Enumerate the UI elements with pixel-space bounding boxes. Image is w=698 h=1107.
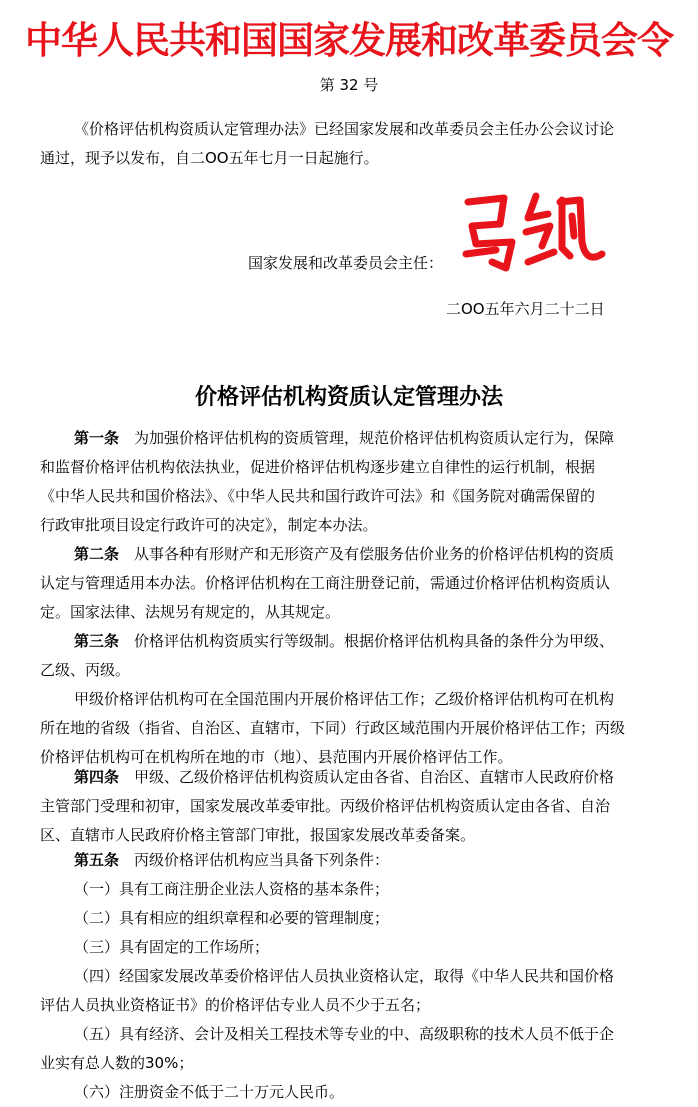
article-line: 所在地的省级（指省、自治区、直辖市，下同）行政区域范围内开展价格评估工作；丙级 (40, 719, 626, 737)
article-5 (40, 846, 654, 1107)
list-item: （三）具有固定的工作场所； (74, 938, 270, 956)
article-line (40, 763, 654, 792)
article-1 (40, 424, 654, 540)
article-text: 从事各种有形财产和无形资产及有偿服务估价业务的价格评估机构的资质 (134, 545, 615, 563)
list-item: （二）具有相应的组织章程和必要的管理制度； (74, 909, 390, 927)
article-line (40, 627, 654, 656)
article-line: 乙级、丙级。 (40, 661, 131, 679)
article-label: 第五条 (74, 851, 120, 869)
article-2 (40, 540, 654, 627)
preamble (40, 115, 654, 173)
article-line: 《中华人民共和国价格法》、《中华人民共和国行政许可法》和《国务院对确需保留的 (40, 487, 596, 505)
article-text: 丙级价格评估机构应当具备下列条件： (134, 851, 390, 869)
article-text: 为加强价格评估机构的资质管理，规范价格评估机构资质认定行为，保障 (134, 429, 615, 447)
article-line (40, 846, 654, 875)
article-line: 甲级价格评估机构可在全国范围内开展价格评估工作；乙级价格评估机构可在机构 (74, 690, 615, 708)
list-item-continued: 评估人员执业资格证书》的价格评估专业人员不少于五名； (40, 996, 431, 1014)
signing-date: 二OO五年六月二十二日 (446, 300, 605, 318)
article-label: 第四条 (74, 768, 120, 786)
handwritten-signature (456, 184, 606, 274)
article-label: 第一条 (74, 429, 120, 447)
list-item: （四）经国家发展改革委价格评估人员执业资格认定，取得《中华人民共和国价格 (74, 967, 615, 985)
preamble-line: 通过，现予以发布，自二OO五年七月一日起施行。 (40, 149, 379, 167)
list-item: （一）具有工商注册企业法人资格的基本条件； (74, 880, 390, 898)
signer-label: 国家发展和改革委员会主任： (248, 254, 444, 272)
list-item-continued: 业实有总人数的30%； (40, 1054, 194, 1072)
article-text: 甲级、乙级价格评估机构资质认定由各省、自治区、直辖市人民政府价格 (134, 768, 615, 786)
article-line: 行政审批项目设定行政许可的决定》，制定本办法。 (40, 516, 378, 534)
article-text: 价格评估机构资质实行等级制。根据价格评估机构具备的条件分为甲级、 (134, 632, 615, 650)
article-line: 区、直辖市人民政府价格主管部门审批，报国家发展改革委备案。 (40, 826, 476, 844)
preamble-line: 《价格评估机构资质认定管理办法》已经国家发展和改革委员会主任办公会议讨论 (74, 120, 615, 138)
article-line: 认定与管理适用本办法。价格评估机构在工商注册登记前，需通过价格评估机构资质认 (40, 574, 611, 592)
article-line: 主管部门受理和初审，国家发展改革委审批。丙级价格评估机构资质认定由各省、自治 (40, 797, 611, 815)
decree-title: 中华人民共和国国家发展和改革委员会令 (25, 18, 673, 62)
decree-number: 第 32 号 (319, 76, 379, 94)
article-label: 第三条 (74, 632, 120, 650)
article-label: 第二条 (74, 545, 120, 563)
regulation-title: 价格评估机构资质认定管理办法 (194, 384, 503, 410)
article-line (40, 540, 654, 569)
article-4 (40, 763, 654, 850)
article-line: 定。国家法律、法规另有规定的，从其规定。 (40, 603, 341, 621)
article-line (40, 424, 654, 453)
article-line: 和监督价格评估机构依法执业，促进价格评估机构逐步建立自律性的运行机制，根据 (40, 458, 596, 476)
list-item: （六）注册资金不低于二十万元人民币。 (74, 1083, 345, 1101)
article-line: 价格评估机构可在机构所在地的市（地）、县范围内开展价格评估工作。 (40, 748, 513, 766)
list-item: （五）具有经济、会计及相关工程技术等专业的中、高级职称的技术人员不低于企 (74, 1025, 615, 1043)
article-3 (40, 627, 654, 772)
